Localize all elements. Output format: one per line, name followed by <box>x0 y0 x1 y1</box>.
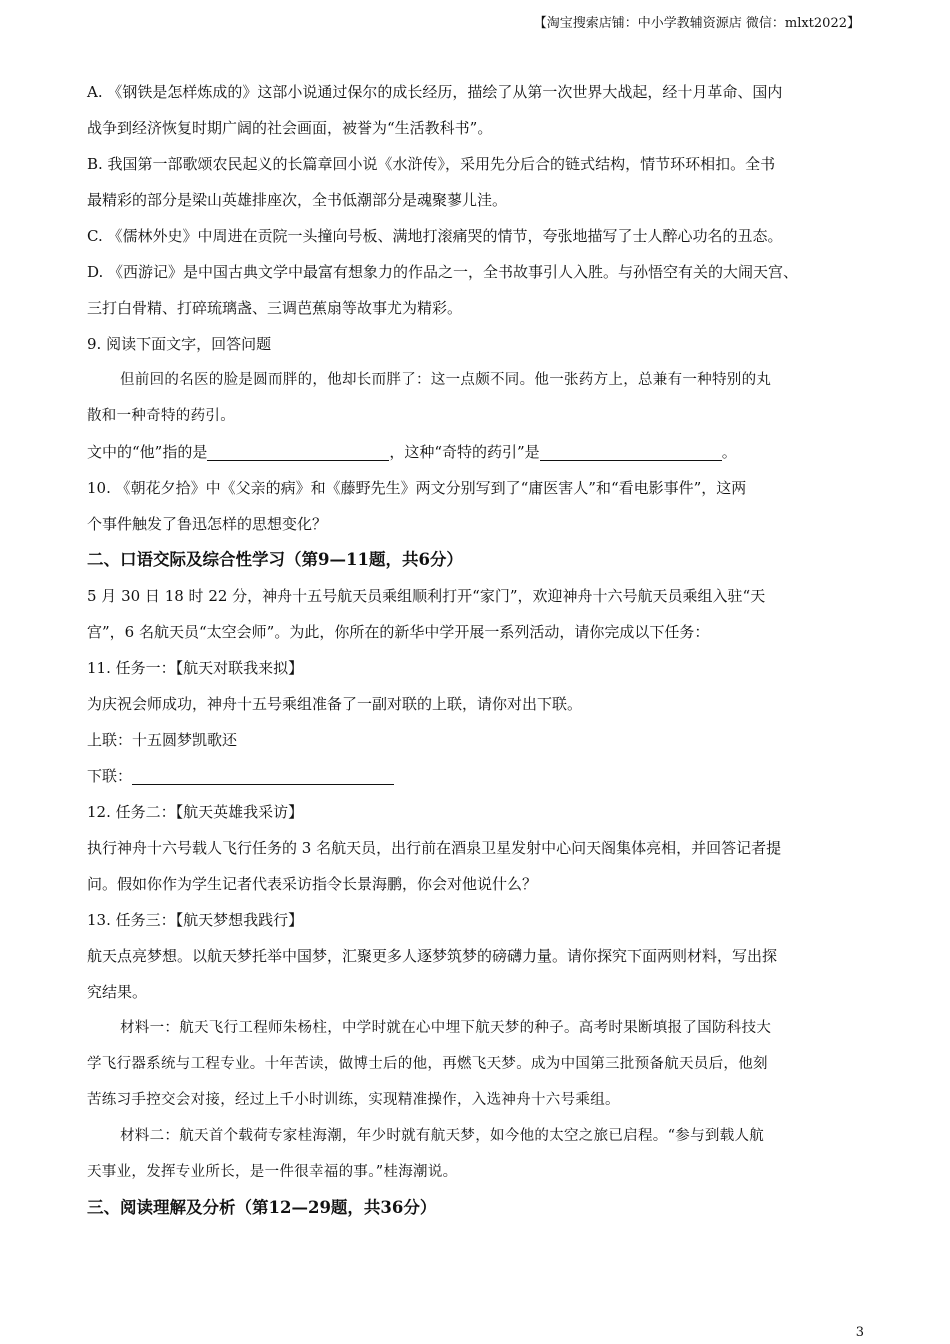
text-line: 10. 《朝花夕拾》中《父亲的病》和《藤野先生》两文分别写到了“庸医害人”和“看电影事件”，这两 <box>87 479 747 497</box>
upper-couplet: 上联：十五圆梦凯歌还 <box>87 731 238 749</box>
text-line: B. 我国第一部歌颂农民起义的长篇章回小说《水浒传》，采用先分后合的链式结构，情节环环相扣。全书 <box>87 155 776 173</box>
text-line: 三打白骨精、打碎琉璃盏、三调芭蕉扇等故事尤为精彩。 <box>87 299 463 317</box>
text-line: D. 《西游记》是中国古典文学中最富有想象力的作品之一，全书故事引人入胜。与孙悟空有关的大闹天宫、 <box>87 263 799 281</box>
material-line: 材料一：航天飞行工程师朱杨柱，中学时就在心中埋下航天梦的种子。高考时果断填报了国防科技大 <box>120 1020 772 1036</box>
material-line: 材料二：航天首个载荷专家桂海潮，年少时就有航天梦，如今他的太空之旅已启程。“参与到载人航 <box>120 1128 765 1144</box>
prompt-text: ，这种“奇特的药引”是 <box>389 443 540 461</box>
text-line: 究结果。 <box>87 983 148 1001</box>
option-c <box>87 218 867 254</box>
material-line: 学飞行器系统与工程专业。十年苦读，做博士后的他，再燃飞天梦。成为中国第三批预备航天员后，他刻 <box>87 1056 768 1072</box>
question-12 <box>87 794 867 902</box>
option-a <box>87 74 867 146</box>
quote-line: 散和一种奇特的药引。 <box>87 408 235 424</box>
question-11 <box>87 650 867 794</box>
material-line: 苦练习手控交会对接，经过上千小时训练，实现精准操作，入选神舟十六号乘组。 <box>87 1092 620 1108</box>
option-b <box>87 146 867 218</box>
section-heading: 二、口语交际及综合性学习（第9—11题，共6分） <box>87 550 463 569</box>
answer-blank[interactable] <box>207 442 389 461</box>
text-line: A. 《钢铁是怎样炼成的》这部小说通过保尔的成长经历，描绘了从第一次世界大战起，经十月革命、国内 <box>87 83 783 101</box>
text-line: 战争到经济恢复时期广阔的社会画面，被誉为“生活教科书”。 <box>87 119 493 137</box>
text-line: 最精彩的部分是梁山英雄排座次，全书低潮部分是魂聚蓼儿洼。 <box>87 191 508 209</box>
material-line: 天事业，发挥专业所长，是一件很幸福的事。”桂海潮说。 <box>87 1164 458 1180</box>
question-title: 9. 阅读下面文字，回答问题 <box>87 335 272 353</box>
text-line: C. 《儒林外史》中周进在贡院一头撞向号板、满地打滚痛哭的情节，夸张地描写了士人醉心功名的丑态。 <box>87 227 783 245</box>
text-line: 个事件触发了鲁迅怎样的思想变化？ <box>87 515 328 533</box>
question-13 <box>87 902 867 1190</box>
lower-couplet-line <box>87 758 867 794</box>
answer-blank[interactable] <box>540 442 722 461</box>
page-header: 【淘宝搜索店铺：中小学教辅资源店 微信：mlxt2022】 <box>533 16 860 31</box>
section-heading: 三、阅读理解及分析（第12—29题，共36分） <box>87 1198 437 1217</box>
page-body <box>87 74 867 1226</box>
prompt-text: 文中的“他”指的是 <box>87 443 208 461</box>
text-line: 问。假如你作为学生记者代表采访指令长景海鹏，你会对他说什么？ <box>87 875 538 893</box>
fill-in-line <box>87 434 867 470</box>
lower-couplet-label: 下联： <box>87 767 133 785</box>
quote-line: 但前回的名医的脸是圆而胖的，他却长而胖了：这一点颇不同。他一张药方上，总兼有一种特别的丸 <box>120 372 772 388</box>
question-9 <box>87 326 867 470</box>
prompt-text: 。 <box>721 443 737 461</box>
question-title: 12. 任务二：【航天英雄我采访】 <box>87 803 304 821</box>
page-number: 3 <box>855 1325 864 1340</box>
text-line: 为庆祝会师成功，神舟十五号乘组准备了一副对联的上联，请你对出下联。 <box>87 695 583 713</box>
question-title: 11. 任务一：【航天对联我来拟】 <box>87 659 304 677</box>
text-line: 宫”，6 名航天员“太空会师”。为此，你所在的新华中学开展一系列活动，请你完成以下任务： <box>87 623 710 641</box>
question-title: 13. 任务三：【航天梦想我践行】 <box>87 911 304 929</box>
answer-blank[interactable] <box>132 766 394 785</box>
question-10 <box>87 470 867 542</box>
text-line: 航天点亮梦想。以航天梦托举中国梦，汇聚更多人逐梦筑梦的磅礴力量。请你探究下面两则材料，写出探 <box>87 947 778 965</box>
option-d <box>87 254 867 326</box>
text-line: 执行神舟十六号载人飞行任务的 3 名航天员，出行前在酒泉卫星发射中心问天阁集体亮相，并回答记者提 <box>87 839 782 857</box>
text-line: 5 月 30 日 18 时 22 分，神舟十五号航天员乘组顺利打开“家门”，欢迎神舟十六号航天员乘组入驻“天 <box>87 587 766 605</box>
